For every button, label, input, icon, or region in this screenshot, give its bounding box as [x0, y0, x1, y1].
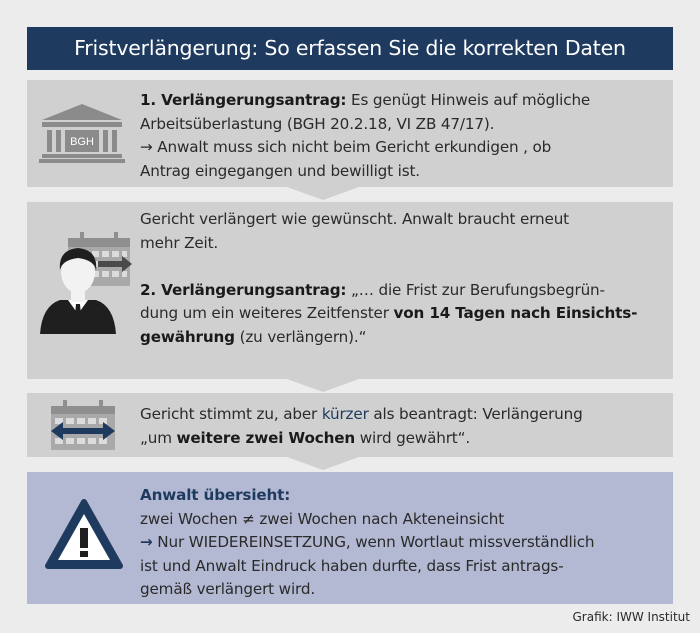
warning-icon — [44, 498, 124, 570]
alert-line2: Nur WIEDEREINSETZUNG, wenn Wortlaut missverständlich — [152, 533, 595, 551]
step2-text — [140, 208, 637, 349]
step3-highlight: kürzer — [321, 405, 369, 423]
alert-arrow: → — [140, 533, 153, 551]
step3-line2a: „um — [140, 428, 177, 447]
step3-line2b: wird gewährt“. — [355, 428, 470, 447]
page-title: Fristverlängerung: So erfassen Sie die korrekten Daten — [27, 27, 673, 70]
step3-line1a: Gericht stimmt zu, aber — [140, 405, 322, 423]
courthouse-icon — [38, 102, 126, 164]
step2-line4-bold: von 14 Tagen nach Einsichts- — [393, 304, 638, 322]
step3-line1b: als beantragt: Verlängerung — [368, 405, 583, 423]
courthouse-label: BGH — [70, 136, 94, 148]
alert-line1: zwei Wochen ≠ zwei Wochen nach Akteneinsicht — [140, 509, 505, 528]
alert-heading: Anwalt übersieht: — [140, 486, 291, 504]
step-arrow-1 — [287, 187, 359, 200]
step2-line5: (zu verlängern).“ — [234, 327, 367, 346]
alert-line3: ist und Anwalt Eindruck haben durfte, dass Frist antrags- — [140, 556, 564, 575]
credit-text: Grafik: IWW Institut — [572, 610, 690, 624]
step1-line3: → Anwalt muss sich nicht beim Gericht erkundigen , ob — [140, 138, 552, 156]
alert-text — [140, 484, 594, 602]
step2-line4: dung um ein weiteres Zeitfenster — [140, 304, 394, 322]
step1-line2: Arbeitsüberlastung (BGH 20.2.18, VI ZB 47/17). — [140, 114, 495, 133]
alert-line4: gemäß verlängert wird. — [140, 580, 316, 598]
step-arrow-2 — [287, 379, 359, 392]
step-arrow-3 — [287, 457, 359, 470]
step1-line4: Antrag eingegangen und bewilligt ist. — [140, 161, 420, 180]
step1-line1: Es genügt Hinweis auf mögliche — [346, 91, 591, 109]
step1-bold: 1. Verlängerungsantrag: — [140, 91, 347, 109]
step2-line1: Gericht verlängert wie gewünscht. Anwalt braucht erneut — [140, 210, 569, 228]
step1-text — [140, 89, 590, 183]
step2-bold: 2. Verlängerungsantrag: — [140, 280, 347, 299]
step2-line3: „… die Frist zur Berufungsbegrün- — [346, 280, 605, 299]
step2-line2: mehr Zeit. — [140, 233, 219, 252]
lawyer-with-calendar-icon — [36, 226, 136, 340]
step3-text — [140, 403, 583, 450]
calendar-shortened-icon — [49, 400, 117, 452]
step3-bold: weitere zwei Wochen — [176, 428, 356, 447]
step2-line5-bold: gewährung — [140, 327, 235, 346]
